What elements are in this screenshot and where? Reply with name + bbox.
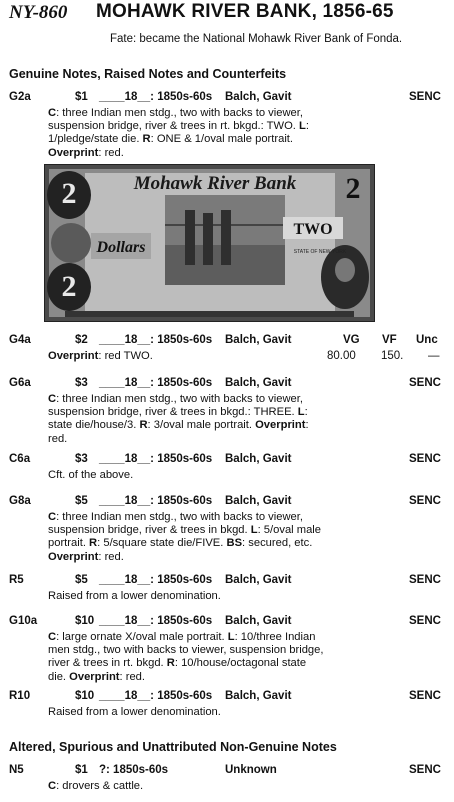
- description-text: Raised from a lower denomination.: [48, 706, 221, 718]
- description-text: : 5/square state die/FIVE.: [97, 537, 227, 550]
- description-text: : ONE & 1/oval male portrait.: [150, 133, 294, 146]
- note-id: N5: [9, 764, 24, 776]
- description-text: : three Indian men stdg., two with backs to viewer, suspension bridge, river & trees in bkgd.: THREE.: [48, 393, 303, 419]
- listing-row: [0, 574, 454, 590]
- description-text: : three Indian men stdg., two with backs to viewer, suspension bridge, river & trees in rt. bkgd.: TWO.: [48, 107, 303, 133]
- note-description: [48, 107, 326, 160]
- price-header-vf: VF: [382, 334, 397, 346]
- date-range: ____18__: 1850s-60s: [99, 495, 213, 507]
- description-key: L: [227, 631, 235, 643]
- note-numeral-top: 2: [61, 177, 77, 210]
- denomination: $10: [75, 690, 95, 702]
- engraver: Balch, Gavit: [225, 574, 292, 586]
- description-text: : 5/oval male portrait.: [48, 524, 322, 550]
- note-description: [48, 780, 326, 793]
- description-text: : red TWO.: [98, 350, 153, 362]
- date-range: ____18__: 1850s-60s: [99, 690, 213, 702]
- note-description: [48, 511, 326, 564]
- description-text: : red.: [98, 146, 124, 159]
- date-range: ____18__: 1850s-60s: [99, 574, 213, 586]
- description-text: : red.: [119, 670, 146, 683]
- note-id: G10a: [9, 615, 38, 627]
- listing-row: [0, 690, 454, 706]
- description-text: : 3/oval male portrait.: [147, 419, 256, 432]
- description-key: L: [250, 524, 258, 537]
- description-text: : secured, etc.: [242, 537, 313, 550]
- denomination: $1: [75, 764, 88, 776]
- denomination: $3: [75, 453, 88, 465]
- note-description: [48, 393, 326, 446]
- description-key: Overprint: [255, 419, 306, 432]
- note-description: [48, 590, 326, 603]
- description-key: R: [142, 133, 151, 146]
- listing-row: [0, 495, 454, 511]
- date-range: ____18__: 1850s-60s: [99, 334, 213, 346]
- senc-label: SENC: [409, 91, 441, 103]
- denomination: $10: [75, 615, 95, 627]
- price-vf: 150.: [381, 350, 404, 362]
- note-id: G4a: [9, 334, 31, 346]
- price-vg: 80.00: [327, 350, 356, 362]
- listing-row: [0, 377, 454, 393]
- description-key: C: [48, 511, 57, 523]
- note-denomination-word: TWO: [293, 221, 333, 238]
- description-text: Raised from a lower denomination.: [48, 590, 221, 602]
- bank-fate: Fate: became the National Mohawk River Bank of Fonda.: [110, 33, 403, 45]
- note-id: C6a: [9, 453, 31, 465]
- listing-row: [0, 91, 454, 107]
- denomination: $1: [75, 91, 88, 103]
- denomination: $5: [75, 574, 88, 586]
- description-text: : 10/house/octagonal state die.: [48, 657, 307, 683]
- date-range: ?: 1850s-60s: [99, 764, 169, 776]
- denomination: $3: [75, 377, 88, 389]
- description-text: Cft. of the above.: [48, 469, 134, 481]
- price-unc: —: [428, 350, 440, 362]
- section-altered: Altered, Spurious and Unattributed Non-Genuine Notes: [9, 740, 337, 754]
- senc-label: SENC: [409, 453, 441, 465]
- note-id: G2a: [9, 91, 31, 103]
- note-description: [48, 706, 326, 719]
- description-key: C: [48, 393, 57, 405]
- description-key: C: [48, 780, 57, 792]
- engraver: Unknown: [225, 764, 277, 776]
- note-description: [48, 350, 326, 363]
- listing-row: [0, 615, 454, 631]
- description-key: Overprint: [48, 146, 99, 159]
- note-bank-name: Mohawk River Bank: [133, 173, 297, 194]
- description-key: R: [139, 419, 148, 432]
- banknote-engraving: [45, 165, 374, 321]
- listing-row: [0, 764, 454, 780]
- note-description: [48, 631, 326, 684]
- denomination: $2: [75, 334, 88, 346]
- description-key: C: [48, 631, 57, 643]
- description-key: Overprint: [69, 670, 120, 683]
- senc-label: SENC: [409, 574, 441, 586]
- date-range: ____18__: 1850s-60s: [99, 453, 213, 465]
- engraver: Balch, Gavit: [225, 495, 292, 507]
- senc-label: SENC: [409, 615, 441, 627]
- date-range: ____18__: 1850s-60s: [99, 615, 213, 627]
- description-text: : drovers & cattle.: [56, 780, 144, 792]
- price-header-unc: Unc: [416, 334, 438, 346]
- denomination: $5: [75, 495, 88, 507]
- price-header-vg: VG: [343, 334, 360, 346]
- section-genuine: Genuine Notes, Raised Notes and Counterfeits: [9, 67, 287, 81]
- engraver: Balch, Gavit: [225, 377, 292, 389]
- note-id: G8a: [9, 495, 31, 507]
- description-key: R: [89, 537, 98, 550]
- senc-label: SENC: [409, 690, 441, 702]
- description-key: C: [48, 107, 57, 119]
- listing-row: [0, 453, 454, 469]
- note-numeral-bottom: 2: [61, 270, 77, 303]
- description-text: : red.: [48, 419, 309, 445]
- senc-label: SENC: [409, 764, 441, 776]
- description-text: : 10/three Indian men stdg., two with backs to viewer, suspension bridge, river & trees in rt. bkgd.: [48, 631, 324, 670]
- description-key: R: [166, 657, 175, 670]
- description-key: BS: [226, 537, 243, 550]
- note-state-text: STATE OF NEW-YORK: [293, 249, 347, 255]
- banknote-image: [44, 164, 375, 322]
- engraver: Balch, Gavit: [225, 453, 292, 465]
- description-key: L: [297, 406, 305, 419]
- description-text: : 1/pledge/state die.: [48, 120, 309, 146]
- note-numeral-right: 2: [345, 172, 361, 205]
- description-text: : red.: [98, 550, 124, 563]
- engraver: Balch, Gavit: [225, 690, 292, 702]
- senc-label: SENC: [409, 377, 441, 389]
- engraver: Balch, Gavit: [225, 334, 292, 346]
- description-text: : state die/house/3.: [48, 406, 308, 432]
- listing-row: [0, 334, 454, 350]
- page-title: MOHAWK RIVER BANK, 1856-65: [96, 1, 394, 22]
- header-code: NY-860: [9, 2, 68, 23]
- date-range: ____18__: 1850s-60s: [99, 91, 213, 103]
- description-key: Overprint: [48, 350, 99, 362]
- note-id: G6a: [9, 377, 31, 389]
- description-text: : three Indian men stdg., two with backs to viewer, suspension bridge, river & trees in bkgd.: [48, 511, 303, 537]
- note-dollars-text: Dollars: [96, 239, 146, 256]
- note-id: R10: [9, 690, 31, 702]
- description-key: L: [299, 120, 306, 133]
- senc-label: SENC: [409, 495, 441, 507]
- note-id: R5: [9, 574, 24, 586]
- engraver: Balch, Gavit: [225, 615, 292, 627]
- description-key: Overprint: [48, 550, 99, 563]
- description-text: : large ornate X/oval male portrait.: [56, 631, 228, 643]
- engraver: Balch, Gavit: [225, 91, 292, 103]
- date-range: ____18__: 1850s-60s: [99, 377, 213, 389]
- note-description: [48, 469, 326, 482]
